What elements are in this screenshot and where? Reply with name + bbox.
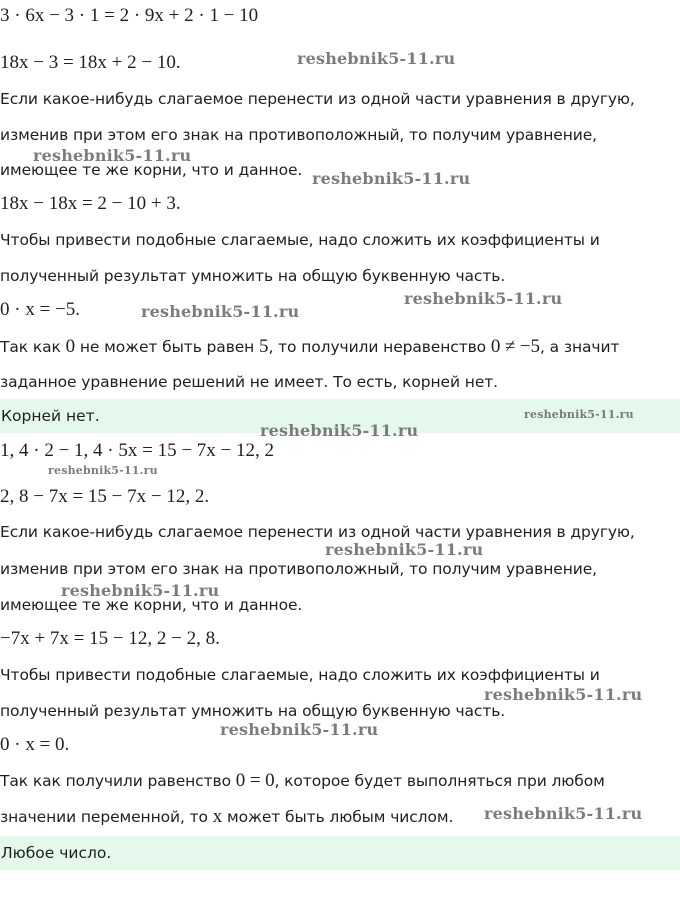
math-inline: 0: [65, 336, 76, 357]
equation-line: 18x − 3 = 18x + 2 − 10.: [0, 52, 181, 73]
equation-line: 1, 4 · 2 − 1, 4 · 5x = 15 − 7x − 12, 2: [0, 440, 275, 461]
math-inline: 5: [259, 336, 269, 357]
math-inline: x: [212, 806, 223, 827]
equation-line: 0 · x = −5.: [0, 299, 81, 320]
watermark: reshebnik5-11.ru: [141, 302, 300, 321]
explanation-text: заданное уравнение решений не имеет. То есть, корней нет.: [0, 373, 499, 391]
equation-line: 18x − 18x = 2 − 10 + 3.: [0, 193, 181, 214]
watermark: reshebnik5-11.ru: [312, 169, 471, 188]
explanation-text: Если какое-нибудь слагаемое перенести из одной части уравнения в другую,: [0, 523, 635, 541]
watermark: reshebnik5-11.ru: [61, 581, 220, 600]
explanation-text: имеющее те же корни, что и данное.: [0, 161, 303, 179]
watermark: reshebnik5-11.ru: [524, 408, 634, 421]
text-fragment: Так как: [0, 338, 66, 356]
watermark: reshebnik5-11.ru: [48, 464, 158, 477]
text-fragment: , которое будет выполняться при любом: [274, 772, 605, 790]
watermark: reshebnik5-11.ru: [484, 685, 643, 704]
text-fragment: может быть любым числом.: [222, 808, 454, 826]
explanation-text: полученный результат умножить на общую буквенную часть.: [0, 702, 506, 720]
explanation-text: Если какое-нибудь слагаемое перенести из одной части уравнения в другую,: [0, 90, 635, 108]
text-fragment: , то получили неравенство: [268, 338, 491, 356]
answer-box: Корней нет.: [0, 399, 680, 433]
watermark: reshebnik5-11.ru: [404, 289, 563, 308]
text-fragment: , а значит: [539, 338, 620, 356]
equation-line: 2, 8 − 7x = 15 − 7x − 12, 2.: [0, 486, 210, 507]
explanation-text: имеющее те же корни, что и данное.: [0, 596, 303, 614]
watermark: reshebnik5-11.ru: [484, 804, 643, 823]
math-inline: 0 = 0: [235, 770, 275, 791]
text-fragment: не может быть равен: [75, 338, 260, 356]
explanation-text: [0, 336, 619, 358]
explanation-text: изменив при этом его знак на противоположный, то получим уравнение,: [0, 126, 597, 144]
equation-line: 3 · 6x − 3 · 1 = 2 · 9x + 2 · 1 − 10: [0, 5, 259, 26]
explanation-text: Чтобы привести подобные слагаемые, надо сложить их коэффициенты и: [0, 231, 600, 249]
explanation-text: Чтобы привести подобные слагаемые, надо сложить их коэффициенты и: [0, 666, 600, 684]
watermark: reshebnik5-11.ru: [325, 540, 484, 559]
explanation-text: полученный результат умножить на общую буквенную часть.: [0, 267, 506, 285]
text-fragment: Так как получили равенство: [0, 772, 236, 790]
equation-line: 0 · x = 0.: [0, 734, 70, 755]
text-fragment: значении переменной, то: [0, 808, 213, 826]
watermark: reshebnik5-11.ru: [33, 146, 192, 165]
explanation-text: изменив при этом его знак на противоположный, то получим уравнение,: [0, 560, 597, 578]
watermark: reshebnik5-11.ru: [260, 421, 419, 440]
equation-line: −7x + 7x = 15 − 12, 2 − 2, 8.: [0, 628, 220, 649]
explanation-text: [0, 770, 605, 792]
math-inline: 0 ≠ −5: [490, 336, 540, 357]
explanation-text: [0, 806, 453, 828]
answer-box: Любое число.: [0, 836, 680, 870]
watermark: reshebnik5-11.ru: [220, 720, 379, 739]
watermark: reshebnik5-11.ru: [297, 49, 456, 68]
